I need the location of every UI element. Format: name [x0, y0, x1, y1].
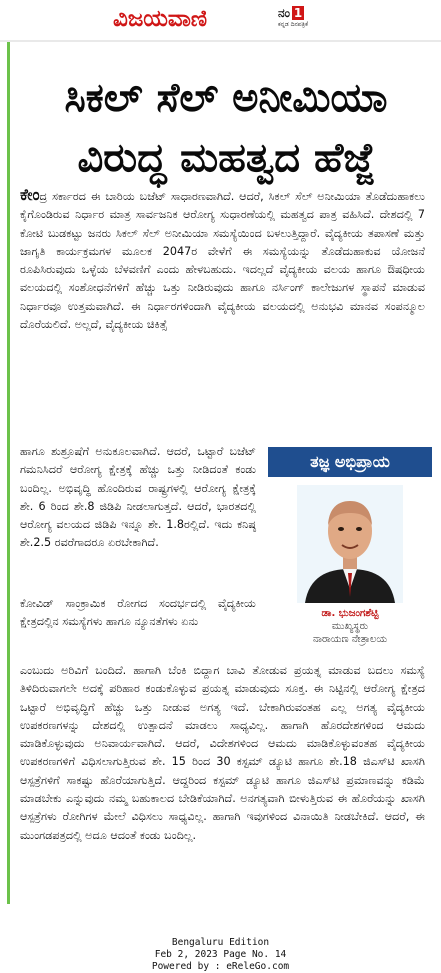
badge-subtitle: ಕನ್ನಡ ದಿನಪತ್ರಿಕೆ — [278, 21, 309, 28]
headline-line-1: ಸಿಕಲ್ ಸೆಲ್ ಅನೀಮಿಯಾ — [64, 75, 388, 121]
expert-photo — [297, 485, 403, 603]
masthead — [0, 0, 441, 40]
expert-organization: ನಾರಾಯಣ ನೇತ್ರಾಲಯ — [312, 634, 388, 645]
footer — [0, 936, 441, 972]
article-paragraph-4: ಎಂಬುದು ಅರಿವಿಗೆ ಬಂದಿದೆ. ಹಾಗಾಗಿ ಬೆಂಕಿ ಬಿದ್ದಾಗ ಬಾವಿ ತೋಡುವ ಪ್ರಯತ್ನ ಮಾಡುವ ಬದಲು ಸಮಸ್ಯೆ ತಿಳಿದಿರುವಾಗಲೇ ಅದಕ್ಕೆ ಪರಿಹಾರ ಕಂಡುಕೊಳ್ಳುವ ಪ್ರಯತ್ನ ಮಾಡುವುದು ಸೂಕ್ತ. ಈ ನಿಟ್ಟಿನಲ್ಲಿ ಆರೋಗ್ಯ ಕ್ಷೇತ್ರದ ಒಟ್ಟಾರೆ ಅಭಿವೃದ್ಧಿಗೆ ಹೆಚ್ಚು ಒತ್ತು ನೀಡುವ ಅಗತ್ಯ ಇದೆ. ಬೇಕಾಗಿರುವಂತಹ ಎಲ್ಲ ಅಗತ್ಯ ವೈದ್ಯಕೀಯ ಉಪಕರಣಗಳನ್ನು ದೇಶದಲ್ಲಿ ಉತ್ಪಾದನೆ ಮಾಡಲು ಸಾಧ್ಯವಿಲ್ಲ. ಹಾಗಾಗಿ ಹೊರದೇಶಗಳಿಂದ ಆಮದು ಮಾಡಿಕೊಳ್ಳುವುದು ಅನಿವಾರ್ಯವಾಗಿದೆ. ಆದರೆ, ವಿದೇಶಗಳಿಂದ ಆಮದು ಮಾಡಿಕೊಳ್ಳುವಂತಹ ವೈದ್ಯಕೀಯ ಉಪಕರಣಗಳಿಗೆ ವಿಧಿಸಲಾಗುತ್ತಿರುವ ಶೇ. 15 ರಿಂದ 30 ಕಸ್ಟಮ್ ಡ್ಯೂಟಿ ಹಾಗೂ ಶೇ.18 ಜಿಎಸ್‌ಟಿ ಖಾಸಗಿ ಆಸ್ಪತ್ರೆಗಳಿಗೆ ಸಾಕಷ್ಟು ಹೊರೆಯಾಗುತ್ತಿದೆ. ಆದ್ದರಿಂದ ಕಸ್ಟಮ್ ಡ್ಯೂಟಿ ಹಾಗೂ ಜಿಎಸ್‌ಟಿ ಪ್ರಮಾಣವನ್ನು ಕಡಿಮೆ ಮಾಡಬೇಕು ಎನ್ನುವುದು ನಮ್ಮ ಬಹುಕಾಲದ ಬೇಡಿಕೆಯಾಗಿದೆ. ಅನಗತ್ಯವಾಗಿ ಬೀಳುತ್ತಿರುವ ಈ ಹೊರೆಯನ್ನು ಖಾಸಗಿ ಆಸ್ಪತ್ರೆಗಳು ರೋಗಿಗಳ ಮೇಲೆ ವಿಧಿಸಲು ಸಾಧ್ಯವಿಲ್ಲ. ಹಾಗಾಗಿ ಇವುಗಳಿಂದ ವಿನಾಯಿತಿ ನೀಡಬೇಕಿದೆ. ಆದರೆ, ಈ ಮುಂಗಡಪತ್ರದಲ್ಲಿ ಅದೂ ಆದಂತೆ ಕಂಡು ಬಂದಿಲ್ಲ. — [20, 664, 425, 842]
badge-number: 1 — [293, 6, 303, 20]
expert-role: ಮುಖ್ಯಸ್ಥರು — [331, 621, 369, 632]
article-paragraph-1 — [20, 186, 425, 334]
paragraph-1-text: ದ್ರ ಸರ್ಕಾರದ ಈ ಬಾರಿಯ ಬಜೆಟ್ ಸಾಧಾರಣವಾಗಿದೆ. ಆದರೆ, ಸಿಕಲ್ ಸೆಲ್ ಅನೀಮಿಯಾ ತೊಡೆದುಹಾಕಲು ಕೈಗೊಂಡಿರುವ ನಿರ್ಧಾರ ಮಾತ್ರ ಸಾರ್ವಜನಿಕ ಆರೋಗ್ಯ ಸುಧಾರಣೆಯಲ್ಲಿ ಮಹತ್ವದ ಪಾತ್ರ ವಹಿಸಿದೆ. ದೇಶದಲ್ಲಿ 7 ಕೋಟಿ ಬುಡಕಟ್ಟು ಜನರು ಸಿಕಲ್ ಸೆಲ್ ಅನೀಮಿಯಾ ಸಮಸ್ಯೆಯಿಂದ ಬಳಲುತ್ತಿದ್ದಾರೆ. ವೈದ್ಯಕೀಯ ತಪಾಸಣೆ ಮತ್ತು ಜಾಗೃತಿ ಕಾರ್ಯಕ್ರಮಗಳ ಮೂಲಕ 2047ರ ವೇಳೆಗೆ ಈ ಸಮಸ್ಯೆಯನ್ನು ತೊಡೆದುಹಾಕುವ ಯೋಜನೆ ರೂಪಿಸಿರುವುದು ಒಳ್ಳೆಯ ಬೆಳವಣಿಗೆ ಎಂದು ಹೇಳಬಹುದು. ಇದಲ್ಲದೆ ವೈದ್ಯಕೀಯ ವಲಯ ಹಾಗೂ ಔಷಧೀಯ ವಲಯದಲ್ಲಿ ಸಂಶೋಧನೆಗಳಿಗೆ ಹೆಚ್ಚು ಒತ್ತು ನೀಡಿರುವುದು ಹಾಗೂ ನರ್ಸಿಂಗ್ ಕಾಲೇಜುಗಳ ಸ್ಥಾಪನೆ ಮಾಡುವ ನಿರ್ಧಾರವೂ ಉತ್ತಮವಾಗಿದೆ. ಈ ನಿರ್ಧಾರಗಳಿಂದಾಗಿ ವೈದ್ಯಕೀಯ ವಲಯದಲ್ಲಿ ಅನುಭವಿ ಮಾನವ ಸಂಪನ್ಮೂಲ ದೊರೆಯಲಿದೆ. ಅಲ್ಲದೆ, ವೈದ್ಯಕೀಯ ಚಿಕಿತ್ಸೆ — [20, 190, 425, 332]
headline-line-2: ವಿರುದ್ಧ ಮಹತ್ವದ ಹೆಜ್ಜೆ — [77, 135, 375, 181]
expert-heading: ತಜ್ಞ ಅಭಿಪ್ರಾಯ — [268, 447, 432, 477]
expert-opinion-box — [268, 447, 432, 645]
footer-edition: Bengaluru Edition — [171, 937, 270, 948]
footer-powered-by[interactable]: Powered by : eReleGo.com — [151, 961, 290, 972]
expert-name: ಡಾ. ಭುಜಂಗಶೆಟ್ಟಿ — [321, 608, 379, 619]
article-page — [7, 42, 441, 904]
number-one-badge — [278, 6, 326, 34]
dropcap: ಕೇಂ — [20, 185, 40, 204]
expert-credit — [268, 607, 432, 646]
expert-portrait-icon — [297, 485, 403, 603]
newspaper-logo — [113, 4, 297, 34]
article-paragraph-3: ಕೋವಿಡ್ ಸಾಂಕ್ರಾಮಿಕ ರೋಗದ ಸಂದರ್ಭದಲ್ಲಿ ವೈದ್ಯಕೀಯ ಕ್ಷೇತ್ರದಲ್ಲಿನ ಸಮಸ್ಯೆಗಳು ಹಾಗೂ ನ್ಯೂನತೆಗಳು ಏನು — [20, 597, 256, 629]
footer-date-page: Feb 2, 2023 Page No. 14 — [154, 949, 287, 960]
logo-text: ವಿಜಯವಾಣಿ — [113, 6, 208, 32]
article-paragraph-2: ಹಾಗೂ ಶುಶ್ರೂಷೆಗೆ ಅನುಕೂಲವಾಗಿದೆ. ಆದರೆ, ಒಟ್ಟಾರೆ ಬಜೆಟ್ ಗಮನಿಸಿದರೆ ಆರೋಗ್ಯ ಕ್ಷೇತ್ರಕ್ಕೆ ಹೆಚ್ಚು ಒತ್ತು ನೀಡಿದಂತೆ ಕಂಡು ಬಂದಿಲ್ಲ. ಅಭಿವೃದ್ಧಿ ಹೊಂದಿರುವ ರಾಷ್ಟ್ರಗಳಲ್ಲಿ ಆರೋಗ್ಯ ಕ್ಷೇತ್ರಕ್ಕೆ ಶೇ. 6 ರಿಂದ ಶೇ.8 ಜಿಡಿಪಿ ನೀಡಲಾಗುತ್ತದೆ. ಆದರೆ, ಭಾರತದಲ್ಲಿ ಆರೋಗ್ಯ ವಲಯದ ಜಿಡಿಪಿ ಇನ್ನೂ ಶೇ. 1.8ರಲ್ಲಿದೆ. ಇದು ಕನಿಷ್ಠ ಶೇ.2.5 ರವರೆಗಾದರೂ ಏರಬೇಕಾಗಿದೆ. — [20, 445, 256, 550]
badge-glyph: ನಂ — [278, 6, 290, 20]
